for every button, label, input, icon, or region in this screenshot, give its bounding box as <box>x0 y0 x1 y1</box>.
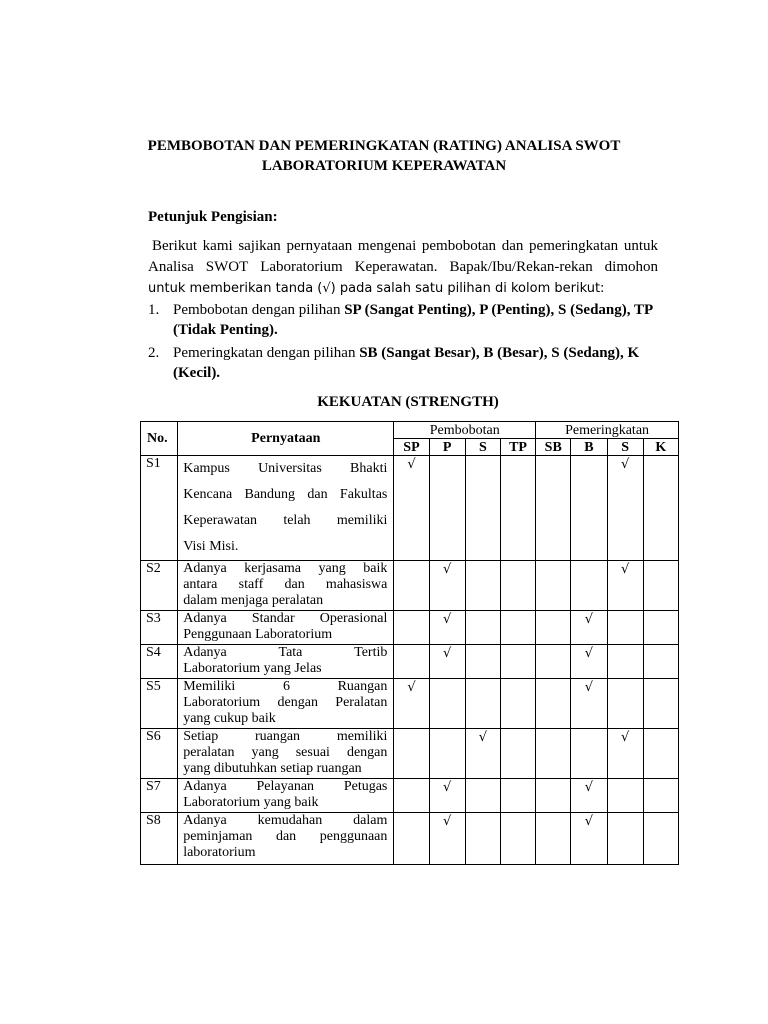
rating-cell-b[interactable]: √ <box>571 813 607 865</box>
statement-line: dalam menjaga peralatan <box>183 593 324 608</box>
weight-cell-tp[interactable] <box>500 456 535 561</box>
rating-cell-sb[interactable] <box>536 729 571 779</box>
row-statement <box>178 779 394 813</box>
rating-cell-s[interactable] <box>607 611 643 645</box>
rating-cell-k[interactable] <box>643 779 678 813</box>
row-number: S1 <box>141 456 178 561</box>
table-row <box>141 779 679 813</box>
row-number: S8 <box>141 813 178 865</box>
row-number: S6 <box>141 729 178 779</box>
header-weight-p: P <box>429 439 465 456</box>
intro-word: dan <box>501 238 524 254</box>
row-statement <box>178 645 394 679</box>
weight-cell-sp[interactable] <box>394 645 429 679</box>
rating-cell-b[interactable]: √ <box>571 645 607 679</box>
statement-line: Laboratorium yang Jelas <box>183 661 322 676</box>
weight-cell-p[interactable]: √ <box>429 813 465 865</box>
intro-word: SWOT <box>205 259 249 275</box>
header-weight-sp: SP <box>394 439 429 456</box>
rating-cell-k[interactable] <box>643 611 678 645</box>
statement-line: Memiliki 6 Ruangan <box>183 679 388 694</box>
instruction-item <box>148 300 660 340</box>
statement-line: Adanya kerjasama yang baik <box>183 561 388 576</box>
intro-word: untuk <box>623 238 658 254</box>
row-number: S5 <box>141 679 178 729</box>
weight-cell-p[interactable]: √ <box>429 645 465 679</box>
statement-line: Adanya Tata Tertib <box>183 645 388 660</box>
statement-line: Laboratorium yang baik <box>183 795 319 810</box>
weight-cell-s[interactable]: √ <box>465 729 500 779</box>
intro-word: Bapak/Ibu/Rekan-rekan <box>449 259 593 275</box>
rating-cell-sb[interactable] <box>536 813 571 865</box>
rating-cell-sb[interactable] <box>536 561 571 611</box>
intro-word: dimohon <box>604 259 658 275</box>
rating-cell-s[interactable]: √ <box>607 729 643 779</box>
weight-cell-s[interactable] <box>465 561 500 611</box>
weight-cell-p[interactable] <box>429 456 465 561</box>
row-statement <box>178 729 394 779</box>
statement-line: Adanya kemudahan dalam <box>183 813 388 828</box>
instruction-options: SB (Sangat Besar), B (Besar), S (Sedang), K (Kecil). <box>173 345 640 381</box>
rating-cell-sb[interactable] <box>536 679 571 729</box>
weight-cell-s[interactable] <box>465 645 500 679</box>
row-number: S4 <box>141 645 178 679</box>
weight-cell-tp[interactable] <box>500 779 535 813</box>
instruction-number: 1. <box>148 302 160 318</box>
header-weight-group: Pembobotan <box>394 422 536 439</box>
rating-cell-b[interactable]: √ <box>571 611 607 645</box>
rating-cell-k[interactable] <box>643 456 678 561</box>
row-number: S7 <box>141 779 178 813</box>
table-row <box>141 645 679 679</box>
table-row <box>141 456 679 561</box>
table-row <box>141 561 679 611</box>
header-rating-sb: SB <box>536 439 571 456</box>
row-statement <box>178 679 394 729</box>
row-number: S2 <box>141 561 178 611</box>
row-statement <box>178 813 394 865</box>
weight-cell-tp[interactable] <box>500 813 535 865</box>
weight-cell-sp[interactable] <box>394 561 429 611</box>
statement-line: Penggunaan Laboratorium <box>183 627 333 642</box>
weight-cell-s[interactable] <box>465 611 500 645</box>
table-row <box>141 729 679 779</box>
header-weight-tp: TP <box>500 439 535 456</box>
rating-cell-s[interactable] <box>607 813 643 865</box>
statement-line: peminjaman dan penggunaan <box>183 829 388 844</box>
intro-word: pemeringkatan <box>529 238 619 254</box>
header-weight-s: S <box>465 439 500 456</box>
row-statement <box>178 561 394 611</box>
section-title: KEKUATAN (STRENGTH) <box>317 394 499 410</box>
table-row <box>141 611 679 645</box>
instruction-item <box>148 343 660 383</box>
weight-cell-p[interactable] <box>429 679 465 729</box>
intro-word: Analisa <box>148 259 194 275</box>
intro-word: kami <box>202 238 233 254</box>
swot-table <box>140 421 679 865</box>
row-statement <box>178 611 394 645</box>
header-no: No. <box>141 422 178 456</box>
weight-cell-s[interactable] <box>465 679 500 729</box>
weight-cell-s[interactable] <box>465 456 500 561</box>
instruction-prefix: Pemeringkatan dengan pilihan <box>173 345 360 361</box>
weight-cell-p[interactable]: √ <box>429 611 465 645</box>
rating-cell-k[interactable] <box>643 645 678 679</box>
statement-line: Adanya Standar Operasional <box>183 611 388 626</box>
intro-line-1 <box>148 236 658 257</box>
statement-line: laboratorium <box>183 845 256 860</box>
rating-cell-b[interactable]: √ <box>571 779 607 813</box>
row-statement <box>178 456 394 561</box>
title-line-2: LABORATORIUM KEPERAWATAN <box>261 158 507 174</box>
rating-cell-sb[interactable] <box>536 645 571 679</box>
instruction-text <box>173 300 660 340</box>
statement-line: antara staff dan mahasiswa <box>183 577 388 592</box>
intro-word: Keperawatan. <box>354 259 438 275</box>
statement-line: Kampus Universitas Bhakti <box>183 461 388 476</box>
intro-word: Laboratorium <box>260 259 343 275</box>
rating-cell-s[interactable] <box>607 779 643 813</box>
intro-word: pernyataan <box>286 238 353 254</box>
intro-word: pembobotan <box>421 238 497 254</box>
statement-line: Keperawatan telah memiliki <box>183 513 388 528</box>
statement-line: yang cukup baik <box>183 711 276 726</box>
rating-cell-k[interactable] <box>643 813 678 865</box>
header-rating-b: B <box>571 439 607 456</box>
table-row <box>141 813 679 865</box>
instruction-options: SP (Sangat Penting), P (Penting), S (Sedang), TP (Tidak Penting). <box>173 302 653 338</box>
weight-cell-tp[interactable] <box>500 645 535 679</box>
weight-cell-s[interactable] <box>465 779 500 813</box>
instruction-text <box>173 343 660 383</box>
rating-cell-sb[interactable] <box>536 456 571 561</box>
rating-cell-s[interactable] <box>607 679 643 729</box>
rating-cell-sb[interactable] <box>536 779 571 813</box>
document-title <box>100 136 668 176</box>
intro-word: sajikan <box>238 238 281 254</box>
rating-cell-s[interactable]: √ <box>607 561 643 611</box>
intro-word: Berikut <box>152 238 197 254</box>
rating-cell-sb[interactable] <box>536 611 571 645</box>
rating-cell-k[interactable] <box>643 561 678 611</box>
statement-line: Laboratorium dengan Peralatan <box>183 695 388 710</box>
statement-line: Visi Misi. <box>183 539 239 554</box>
row-number: S3 <box>141 611 178 645</box>
header-rating-group: Pemeringkatan <box>536 422 679 439</box>
rating-cell-b[interactable] <box>571 729 607 779</box>
weight-cell-sp[interactable] <box>394 611 429 645</box>
weight-cell-sp[interactable]: √ <box>394 679 429 729</box>
table-row <box>141 679 679 729</box>
weight-cell-sp[interactable] <box>394 779 429 813</box>
weight-cell-p[interactable]: √ <box>429 561 465 611</box>
statement-line: peralatan yang sesuai dengan <box>183 745 388 760</box>
weight-cell-sp[interactable] <box>394 729 429 779</box>
weight-cell-sp[interactable] <box>394 813 429 865</box>
header-statement: Pernyataan <box>178 422 394 456</box>
rating-cell-k[interactable] <box>643 729 678 779</box>
weight-cell-tp[interactable] <box>500 561 535 611</box>
rating-cell-b[interactable] <box>571 456 607 561</box>
instructions-heading: Petunjuk Pengisian: <box>148 209 278 225</box>
weight-cell-tp[interactable] <box>500 679 535 729</box>
header-rating-s: S <box>607 439 643 456</box>
statement-line: yang dibutuhkan setiap ruangan <box>183 761 362 776</box>
weight-cell-p[interactable]: √ <box>429 779 465 813</box>
instruction-list <box>148 300 660 386</box>
weight-cell-tp[interactable] <box>500 611 535 645</box>
instruction-number: 2. <box>148 345 160 361</box>
intro-paragraph <box>148 236 658 299</box>
rating-cell-k[interactable] <box>643 679 678 729</box>
weight-cell-p[interactable] <box>429 729 465 779</box>
weight-cell-tp[interactable] <box>500 729 535 779</box>
title-line-1: PEMBOBOTAN DAN PEMERINGKATAN (RATING) ANALISA SWOT <box>147 138 621 154</box>
weight-cell-sp[interactable]: √ <box>394 456 429 561</box>
rating-cell-s[interactable]: √ <box>607 456 643 561</box>
intro-word: mengenai <box>357 238 417 254</box>
header-rating-k: K <box>643 439 678 456</box>
intro-line-3: untuk memberikan tanda (√) pada salah satu pilihan di kolom berikut: <box>148 281 605 296</box>
intro-line-2 <box>148 257 658 278</box>
instruction-prefix: Pembobotan dengan pilihan <box>173 302 345 318</box>
statement-line: Adanya Pelayanan Petugas <box>183 779 388 794</box>
statement-line: Kencana Bandung dan Fakultas <box>183 487 388 502</box>
rating-cell-b[interactable] <box>571 561 607 611</box>
rating-cell-s[interactable] <box>607 645 643 679</box>
weight-cell-s[interactable] <box>465 813 500 865</box>
rating-cell-b[interactable]: √ <box>571 679 607 729</box>
statement-line: Setiap ruangan memiliki <box>183 729 388 744</box>
